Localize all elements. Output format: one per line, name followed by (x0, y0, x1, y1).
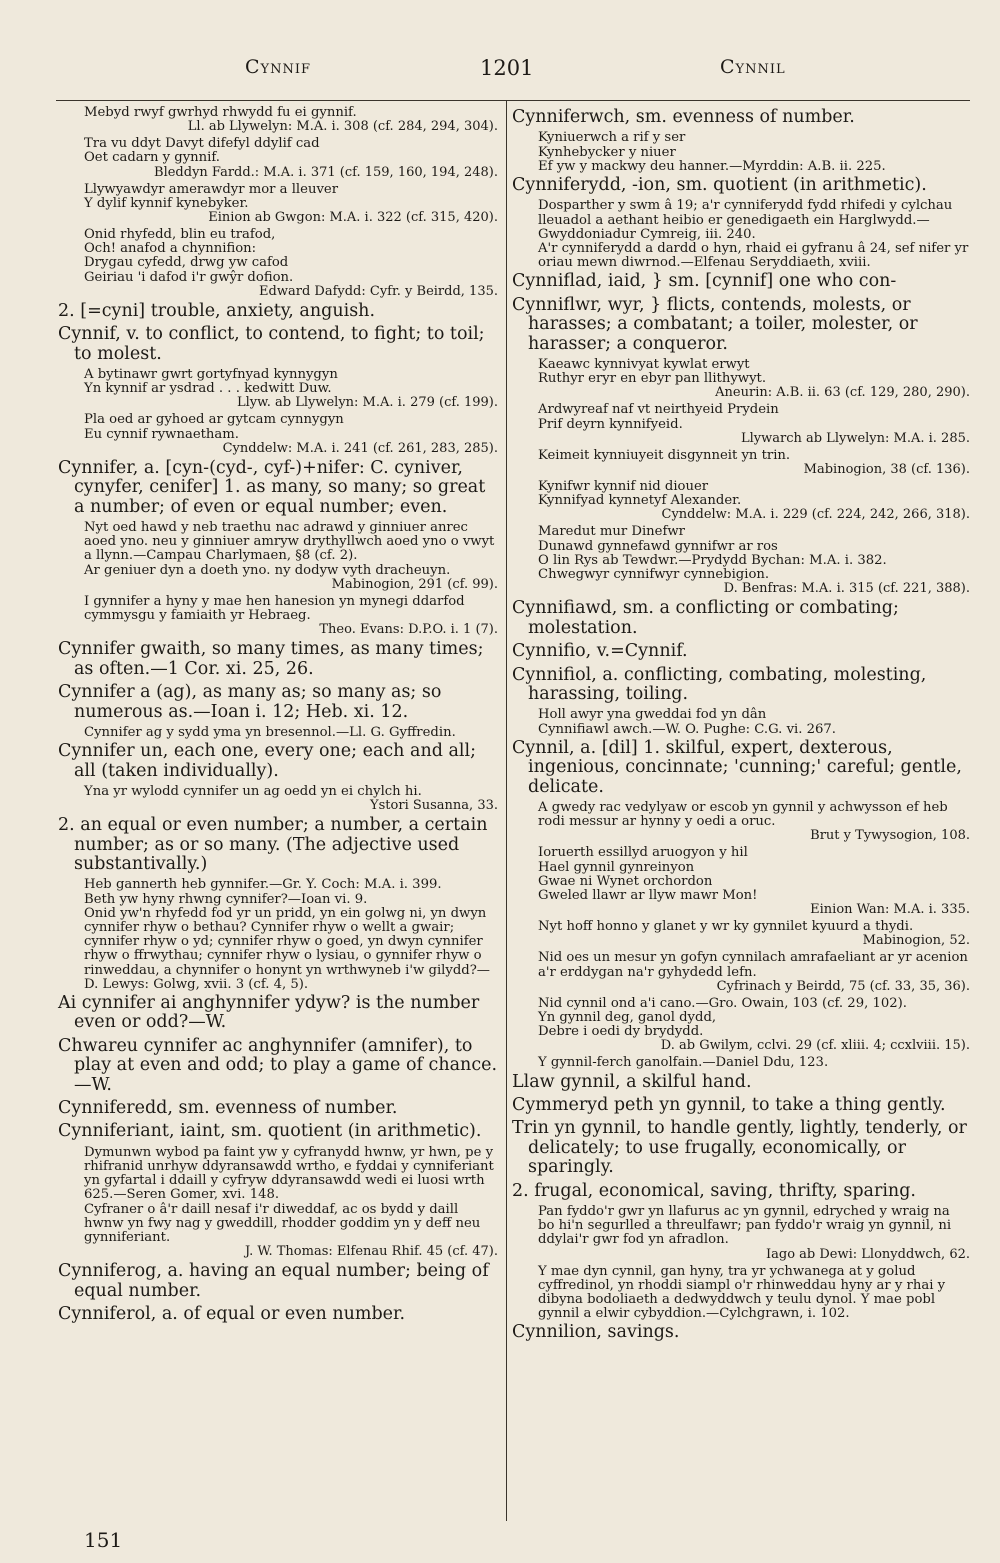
quotation-line: Prif deyrn kynnifyeid. (538, 416, 683, 432)
entry-definition: Cymmeryd peth yn gynnil, to take a thing gently. (512, 1095, 946, 1115)
entry-definition: Cynniferedd, sm. evenness of number. (58, 1098, 398, 1119)
citation: Einion ab Gwgon: M.A. i. 322 (cf. 315, 420). (208, 210, 498, 226)
citation: Mabinogion, 52. (862, 933, 970, 949)
entry-definition: Cynnil, a. [dil] 1. skilful, expert, dexterous, ingenious, concinnate; 'cunning;' careful; gentle, delicate. (512, 737, 962, 797)
quotation-line: Onid rhyfedd, blin eu trafod, (84, 227, 276, 243)
entry-definition: 2. [=cyni] trouble, anxiety, anguish. (58, 300, 376, 321)
citation: Aneurin: A.B. ii. 63 (cf. 129, 280, 290). (715, 385, 970, 401)
quotation-line: Kyniuerwch a rif y ser (538, 130, 686, 146)
quotation-line: Kynhebycker y niuer (538, 144, 676, 160)
running-head-left: Cynnif (245, 56, 312, 78)
quotation-line: Pan fyddo'r gwr yn llafurus ac yn gynnil, edryched y wraig na bo hi'n segurlled a threulfawr; pan fyddo'r wraig yn gynnil, ni ddylai'r gwr fod yn afradlon. (538, 1204, 952, 1248)
quotation-line: Dymunwn wybod pa faint yw y cyfranydd hwnw, yr hwn, pe y rhifranid unrhyw ddyransawdd wrtho, e fyddai y cynniferiant yn gyfartal i ddaill y cyfryw ddyransawdd wedi ei luosi wrth 625.—Seren Gomer, xvi. 148. (84, 1144, 494, 1203)
quotation-line: Hael gynnil gynreinyon (538, 859, 695, 875)
entry-definition: 2. an equal or even number; a number, a certain number; as or so many. (The adjective used substantivally.) (58, 815, 488, 874)
quotation-line: Nid cynnil ond a'i cano.—Gro. Owain, 103 (cf. 29, 102). (538, 995, 907, 1011)
quotation-line: Dunawd gynnefawd gynnifwr ar ros (538, 538, 778, 554)
entry-definition: Cynniflwr, wyr, } flicts, contends, molests, or harasses; a combatant; a toiler, molester, or harasser; a conqueror. (512, 294, 918, 354)
quotation-line: Yna yr wylodd cynnifer un ag oedd yn ei chylch hi. (84, 783, 422, 799)
quotation-line: Ef yw y mackwy deu hanner.—Myrddin: A.B. ii. 225. (538, 158, 886, 174)
quotation-line: Yn kynnif ar ysdrad . . . kedwitt Duw. (84, 381, 332, 397)
citation: D. Benfras: M.A. i. 315 (cf. 221, 388). (723, 581, 970, 597)
entry-definition: Cynnilion, savings. (512, 1322, 680, 1343)
citation: Cynddelw: M.A. i. 229 (cf. 224, 242, 266, 318). (661, 507, 970, 523)
quotation-line: Oet cadarn y gynnif. (84, 150, 220, 166)
citation: Ystori Susanna, 33. (370, 798, 498, 814)
quotation-line: Kynifwr kynnif nid diouer (538, 479, 709, 495)
entry-definition: Cynnifer, a. [cyn-(cyd-, cyf-)+nifer: C. cyniver, cynyfer, cenifer] 1. as many, so many; so great a number; of even or equal number; even. (58, 457, 486, 517)
quotation-line: Chwegwyr cynnifwyr cynnebigion. (538, 567, 770, 583)
entry-definition: Cynnifer un, each one, every one; each and all; all (taken individually). (58, 741, 477, 781)
citation: Cynddelw: M.A. i. 241 (cf. 261, 283, 285). (222, 440, 498, 456)
quotation-line: O lin Rys ab Tewdwr.—Prydydd Bychan: M.A. i. 382. (538, 552, 887, 568)
quotation-line: Drygau cyfedd, drwg yw cafod (84, 255, 289, 271)
quotation-line: Beth yw hyny rhwng cynnifer?—Ioan vi. 9. (84, 891, 368, 907)
citation: J. W. Thomas: Elfenau Rhif. 45 (cf. 47). (244, 1244, 498, 1260)
quotation-line: Mebyd rwyf gwrhyd rhwydd fu ei gynnif. (84, 105, 357, 120)
entry-definition: 2. frugal, economical, saving, thrifty, sparing. (512, 1180, 916, 1201)
column-divider (506, 101, 507, 1521)
citation: Mabinogion, 291 (cf. 99). (331, 576, 498, 592)
entry-definition: Cynnif, v. to conflict, to contend, to fight; to toil; to molest. (58, 324, 485, 364)
quotation-line: Ardwyreaf naf vt neirthyeid Prydein (538, 402, 779, 418)
entry-definition: Cynniferol, a. of equal or even number. (58, 1304, 406, 1325)
citation: Brut y Tywysogion, 108. (810, 828, 970, 844)
quotation-line: Keimeit kynniuyeit disgynneit yn trin. (538, 447, 791, 463)
citation: Edward Dafydd: Cyfr. y Beirdd, 135. (259, 283, 498, 299)
entry-definition: Cynniflad, iaid, } sm. [cynnif] one who con- (512, 271, 897, 292)
citation: D. ab Gwilym, cclvi. 29 (cf. xliii. 4; ccxlviii. 15). (660, 1038, 970, 1054)
entry-definition: Cynnifio, v.=Cynnif. (512, 641, 688, 662)
quotation-line: Gweled llawr ar llyw mawr Mon! (538, 887, 758, 903)
quotation-line: Llywyawdyr amerawdyr mor a lleuver (84, 181, 339, 197)
quotation-line: Pla oed ar gyhoed ar gytcam cynnygyn (84, 412, 344, 428)
quotation-line: Nyt oed hawd y neb traethu nac adrawd y ginniuer anrec aoed yno. neu y ginniuer amryw drythyllwch aoed yno o vwyt a llynn.—Campau Charlymaen, §8 (cf. 2). (84, 520, 495, 564)
quotation-line: Gwae ni Wynet orchordon (538, 873, 713, 889)
quotation-line: Tra vu ddyt Davyt difefyl ddylif cad (84, 136, 320, 152)
quotation-line: Ar geniuer dyn a doeth yno. ny dodyw vyth dracheuyn. (84, 562, 451, 578)
page-number: 1201 (480, 56, 534, 80)
quotation-line: Cynnifer ag y sydd yma yn bresennol.—Ll. G. Gyffredin. (84, 724, 456, 740)
entry-definition: Trin yn gynnil, to handle gently, lightly, tenderly, or delicately; to use frugally, economically, or sparingly. (512, 1118, 967, 1178)
entry-definition: Cynniferog, a. having an equal number; being of equal number. (58, 1261, 489, 1301)
quotation-line: Ioruerth essillyd aruogyon y hil (538, 845, 748, 861)
citation: Llywarch ab Llywelyn: M.A. i. 285. (740, 430, 970, 446)
quotation-line: I gynnifer a hyny y mae hen hanesion yn mynegi ddarfod cymmysgu y famiaith yr Hebraeg. (84, 593, 465, 624)
entry-definition: Cynnifiawd, sm. a conflicting or combating; molestation. (512, 598, 899, 638)
entry-definition: Llaw gynnil, a skilful hand. (512, 1071, 752, 1092)
quotation-line: Dosparther y swm â 19; a'r cynniferydd fydd rhifedi y cylchau lleuadol a aethant heibio er genedigaeth ein Harglwydd.—Gwyddoniadur Cymreig, iii. 240. (538, 198, 953, 242)
quotation-line: Onid yw'n rhyfedd fod yr un pridd, yn ein golwg ni, yn dwyn cynnifer rhyw o bethau? Cynnifer rhyw o wellt a gwair; cynnifer rhyw o yd; cynnifer rhyw o goed, yn dwyn cynnifer rhyw o ffrwythau; cynnifer rhyw o lysiau, o gynnifer rhyw o rinweddau, a chynnifer o honynt yn wrthwyneb i'w gilydd?—D. Lewys: Golwg, xvii. 3 (cf. 4, 5). (84, 905, 490, 992)
quotation-line: Nyt hoff honno y glanet y wr ky gynnilet kyuurd a thydi. (538, 919, 914, 935)
entry-definition: Cynniferwch, sm. evenness of number. (512, 107, 855, 127)
quotation-line: Kynnifyad kynnetyf Alexander. (538, 493, 742, 509)
quotation-line: A gwedy rac vedylyaw or escob yn gynnil y achwysson ef heb rodi messur ar hynny y oedi a oruc. (538, 799, 948, 830)
citation: Theo. Evans: D.P.O. i. 1 (7). (319, 622, 498, 638)
entry-definition: Cynniferydd, -ion, sm. quotient (in arithmetic). (512, 175, 927, 196)
citation: Bleddyn Fardd.: M.A. i. 371 (cf. 159, 160, 194, 248). (154, 164, 498, 180)
quotation-line: Yn gynnil deg, ganol dydd, (538, 1009, 717, 1025)
citation: Iago ab Dewi: Llonyddwch, 62. (766, 1246, 970, 1262)
citation: Llyw. ab Llywelyn: M.A. i. 279 (cf. 199). (237, 395, 498, 411)
quotation-line: Cyfraner o â'r daill nesaf i'r diweddaf, ac os bydd y daill hwnw yn fwy nag y gweddill, rhodder goddim yn y deff neu gynniferiant. (84, 1201, 481, 1246)
citation: Cyfrinach y Beirdd, 75 (cf. 33, 35, 36). (716, 978, 970, 994)
quotation-line: Geiriau 'i dafod i'r gwŷr dofion. (84, 269, 294, 285)
quotation-line: Nid oes un mesur yn gofyn cynnilach amrafaeliant ar yr acenion a'r erddygan na'r gyhydedd lefn. (538, 950, 968, 980)
header-rule (56, 100, 970, 101)
entry-definition: Cynnifer a (ag), as many as; so many as; so numerous as.—Ioan i. 12; Heb. xi. 12. (58, 682, 442, 722)
running-head-right: Cynnil (720, 56, 786, 78)
quotation-line: Holl awyr yna gweddai fod yn dân (538, 707, 767, 723)
entry-definition: Chwareu cynnifer ac anghynnifer (amnifer), to play at even and odd; to play a game of chance.—W. (58, 1035, 498, 1095)
quotation-line: Y gynnil-ferch ganolfain.—Daniel Ddu, 123. (538, 1055, 829, 1071)
quotation-line: Y mae dyn cynnil, gan hyny, tra yr ychwanega at y golud cyffredinol, yn rhoddi siampl o'r rhinweddau hyny ar y rhai y dibyna bodoliaeth a dedwyddwch y teulu dynol. Y mae pobl gynnil a elwir cybyddion.—Cylchgrawn, i. 102. (538, 1263, 946, 1322)
citation: Ll. ab Llywelyn: M.A. i. 308 (cf. 284, 294, 304). (187, 119, 498, 135)
quotation-line: Cynnifiawl awch.—W. O. Pughe: C.G. vi. 267. (538, 721, 836, 737)
signature-mark: 151 (84, 1528, 123, 1552)
entry-definition: Cynniferiant, iaint, sm. quotient (in arithmetic). (58, 1121, 482, 1142)
quotation-line: Kaeawc kynnivyat kywlat erwyt (538, 357, 750, 373)
quotation-line: Y dylif kynnif kynebyker. (84, 195, 249, 211)
quotation-line: A'r cynniferydd a dardd o hyn, rhaid ei gyfranu â 24, sef nifer yr oriau mewn diwrnod.—Elfenau Seryddiaeth, xviii. (538, 241, 969, 271)
left-column (58, 106, 498, 1328)
quotation-line: A bytinawr gwrt gortyfnyad kynnygyn (84, 367, 338, 383)
citation: Einion Wan: M.A. i. 335. (810, 902, 970, 918)
quotation-line: Maredut mur Dinefwr (538, 524, 685, 540)
quotation-line: Ruthyr eryr en ebyr pan llithywyt. (538, 371, 767, 387)
quotation-line: Och! anafod a chynnifion: (84, 241, 257, 257)
quotation-line: Heb gannerth heb gynnifer.—Gr. Y. Coch: M.A. i. 399. (84, 877, 442, 893)
entry-definition: Cynnifer gwaith, so many times, as many times; as often.—1 Cor. xi. 25, 26. (58, 639, 484, 679)
quotation-line: Debre i oedi dy brydydd. (538, 1024, 704, 1040)
quotation-line: Eu cynnif rywnaetham. (84, 426, 239, 442)
entry-definition: Ai cynnifer ai anghynnifer ydyw? is the number even or odd?—W. (58, 992, 480, 1033)
right-column (512, 106, 970, 1347)
citation: Mabinogion, 38 (cf. 136). (803, 462, 970, 478)
entry-definition: Cynnifiol, a. conflicting, combating, molesting, harassing, toiling. (512, 664, 927, 704)
